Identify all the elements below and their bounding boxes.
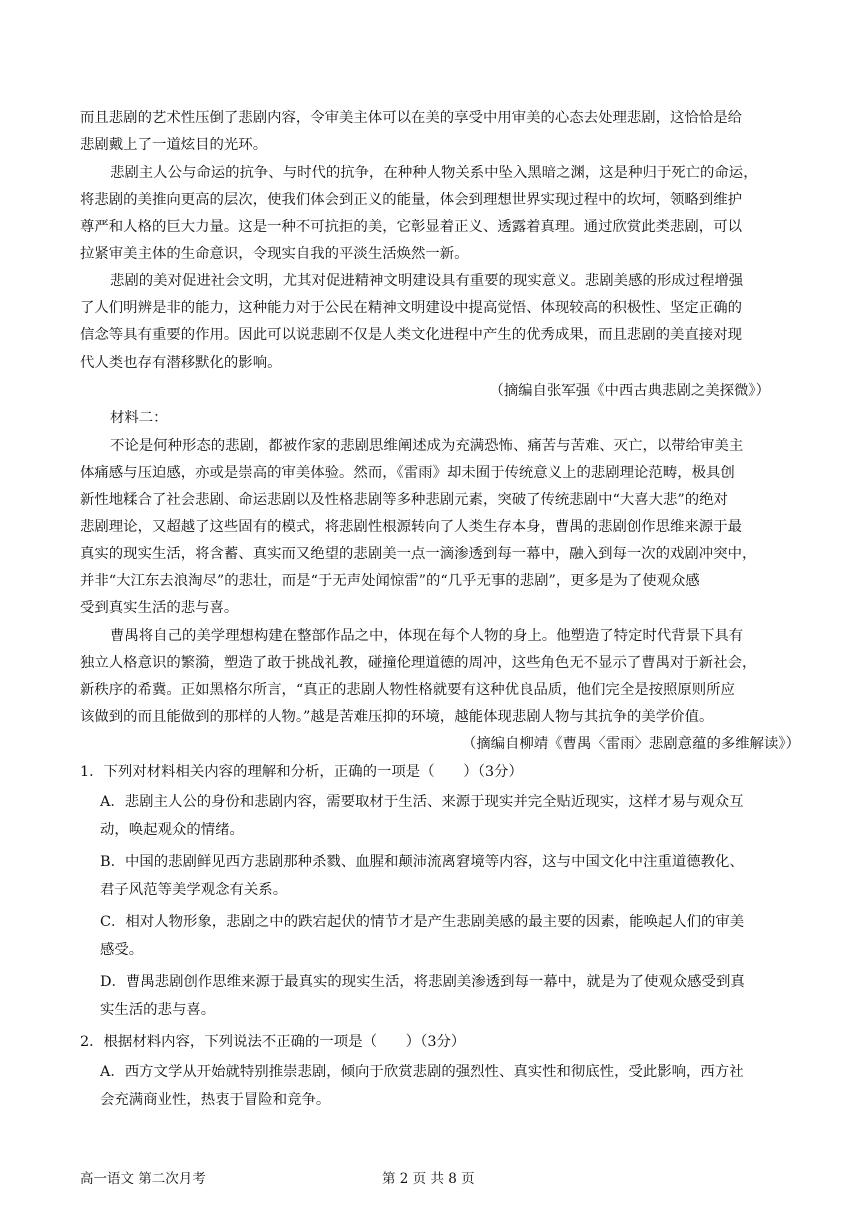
text-line: 悲剧戴上了一道炫目的光环。 (80, 137, 268, 153)
text-line: 拉紧审美主体的生命意识，令现实自我的平淡生活焕然一新。 (80, 246, 469, 262)
text-line: 悲剧的美对促进社会文明，尤其对促进精神文明建设具有重要的现实意义。悲剧美感的形成过程增强 (110, 273, 744, 289)
text-line: 真实的现实生活，将含蓄、真实而又绝望的悲剧美一点一滴渗透到每一幕中，融入到每一次的戏剧冲突中， (80, 546, 757, 562)
text-line: 代人类也存有潜移默化的影响。 (80, 355, 282, 371)
text-line: 受到真实生活的悲与喜。 (80, 600, 239, 616)
option-c-cont: 感受。 (100, 942, 144, 958)
text-line: 了人们明辨是非的能力，这种能力对于公民在精神文明建设中提高觉悟、体现较高的积极性、坚定正确的 (80, 300, 742, 316)
text-line: 新秩序的希冀。正如黑格尔所言，“真正的悲剧人物性格就要有这种优良品质，他们完全是按照原则所应 (80, 682, 735, 698)
text-line: 悲剧理论，又超越了这些固有的模式，将悲剧性根源转向了人类生存本身，曹禺的悲剧创作思维来源于最 (80, 519, 742, 535)
option-b-cont: 君子风范等美学观念有关系。 (100, 882, 288, 898)
option-a-cont: 动，唤起观众的情绪。 (100, 822, 244, 838)
text-line: 曹禺将自己的美学理想构建在整部作品之中，体现在每个人物的身上。他塑造了特定时代背景下具有 (110, 628, 744, 644)
text-line: 悲剧主人公与命运的抗争、与时代的抗争，在种种人物关系中坠入黑暗之渊，这是种归于死亡的命运， (110, 165, 758, 181)
option-b: B．中国的悲剧鲜见西方悲剧那种杀戮、血腥和颠沛流离窘境等内容，这与中国文化中注重道德教化、 (100, 854, 744, 870)
option-c: C．相对人物形象，悲剧之中的跌宕起伏的情节才是产生悲剧美感的最主要的因素，能唤起人们的审美 (100, 914, 745, 930)
source-citation: （摘编自柳靖《曹禺〈雷雨〉悲剧意蕴的多维解读》） (461, 736, 800, 752)
option-d-cont: 实生活的悲与喜。 (100, 1002, 216, 1018)
text-line: 信念等具有重要的作用。因此可以说悲剧不仅是人类文化进程中产生的优秀成果，而且悲剧的美直接对现 (80, 327, 742, 343)
question-1-stem: 1．下列对材料相关内容的理解和分析，正确的一项是（ ）（3分） (80, 764, 523, 780)
text-line: 尊严和人格的巨大力量。这是一种不可抗拒的美，它彰显着正义、透露着真理。通过欣赏此类悲剧，可以 (80, 219, 742, 235)
text-line: 体痛感与压迫感，亦或是崇高的审美体验。然而，《雷雨》却未囿于传统意义上的悲剧理论范畴，极具创 (80, 465, 735, 481)
footer-subject: 高一语文 第二次月考 (80, 1171, 206, 1187)
text-line: 新性地糅合了社会悲剧、命运悲剧以及性格悲剧等多种悲剧元素，突破了传统悲剧中“大喜大悲”的绝对 (80, 492, 728, 508)
source-citation: （摘编自张军强《中西古典悲剧之美探微》） (489, 383, 770, 399)
text-line: 而且悲剧的艺术性压倒了悲剧内容，令审美主体可以在美的享受中用审美的心态去处理悲剧，这恰恰是给 (80, 110, 742, 126)
text-line: 独立人格意识的繁漪，塑造了敢于挑战礼教，碰撞伦理道德的周冲，这些角色无不显示了曹禺对于新社会， (80, 655, 757, 671)
option-a-cont: 会充满商业性，热衷于冒险和竞争。 (100, 1092, 331, 1108)
question-2-stem: 2．根据材料内容，下列说法不正确的一项是（ ）（3分） (80, 1034, 466, 1050)
option-d: D．曹禺悲剧创作思维来源于最真实的现实生活，将悲剧美渗透到每一幕中，就是为了使观众感受到真 (100, 974, 745, 990)
text-line: 不论是何种形态的悲剧，都被作家的悲剧思维阐述成为充满恐怖、痛苦与苦难、灭亡，以带给审美主 (110, 438, 744, 454)
material-heading: 材料二： (110, 410, 168, 426)
text-line: 将悲剧的美推向更高的层次，使我们体会到正义的能量，体会到理想世界实现过程中的坎坷，领略到维护 (80, 192, 742, 208)
option-a: A．悲剧主人公的身份和悲剧内容，需要取材于生活、来源于现实并完全贴近现实，这样才易与观众互 (100, 794, 744, 810)
footer-page-number: 第 2 页 共 8 页 (382, 1171, 475, 1187)
option-a: A．西方文学从开始就特别推崇悲剧，倾向于欣赏悲剧的强烈性、真实性和彻底性，受此影响，西方社 (100, 1064, 744, 1080)
text-line: 并非“大江东去浪淘尽”的悲壮，而是“于无声处闻惊雷”的“几乎无事的悲剧”，更多是为了使观众感 (80, 573, 700, 589)
text-line: 该做到的而且能做到的那样的人物。”越是苦难压抑的环境，越能体现悲剧人物与其抗争的美学价值。 (80, 709, 714, 725)
